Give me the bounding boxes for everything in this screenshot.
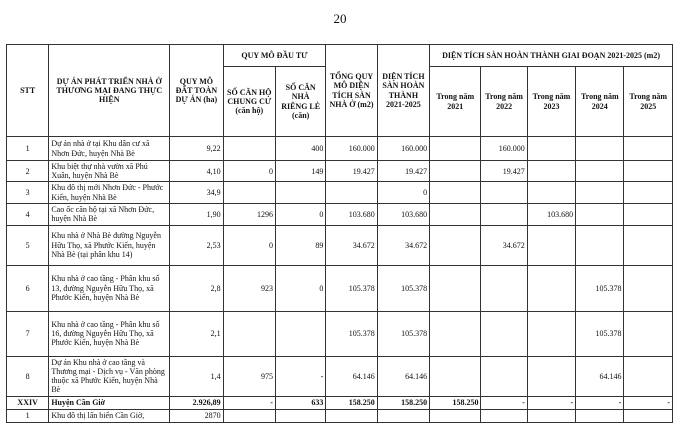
cell-houses: 89 (275, 225, 325, 265)
cell-stt: 1 (7, 137, 49, 161)
cell-project-name: Khu đô thị mới Nhơn Đức - Phước Kiển, huyện Nhà Bè (49, 182, 170, 203)
cell-apartments: 0 (223, 225, 275, 265)
cell-value-2022 (481, 203, 527, 225)
cell-value-2022 (481, 356, 527, 396)
cell-land-area: 2,1 (170, 311, 223, 356)
cell-total-floor (326, 182, 377, 203)
cell-value-2021 (430, 265, 481, 311)
cell-value-2022 (481, 182, 527, 203)
cell-value-2024 (576, 225, 624, 265)
cell-houses: 0 (275, 265, 325, 311)
cell-houses: 0 (275, 203, 325, 225)
cell-land-area: 2,53 (170, 225, 223, 265)
cell-value-2023 (527, 161, 575, 182)
table-row (7, 409, 673, 422)
cell-value-2025 (624, 356, 673, 396)
cell-land-area: 2.926,89 (170, 396, 223, 409)
cell-value-2025: - (624, 396, 673, 409)
housing-projects-table (6, 44, 673, 423)
cell-value-2021 (430, 225, 481, 265)
cell-value-2021 (430, 311, 481, 356)
cell-value-2023 (527, 225, 575, 265)
cell-value-2025 (624, 265, 673, 311)
header-apartments: SỐ CĂN HỘ CHUNG CƯ (căn hộ) (223, 67, 275, 137)
cell-value-2024: - (576, 396, 624, 409)
cell-value-2025 (624, 311, 673, 356)
cell-land-area: 4,10 (170, 161, 223, 182)
cell-value-2024: 64.146 (576, 356, 624, 396)
cell-completed-floor: 158.250 (377, 396, 429, 409)
header-houses: SỐ CĂN NHÀ RIÊNG LẺ (căn) (275, 67, 325, 137)
header-2023: Trong năm 2023 (527, 67, 575, 137)
cell-value-2022 (481, 409, 527, 422)
cell-value-2024: 105.378 (576, 311, 624, 356)
cell-completed-floor: 160.000 (377, 137, 429, 161)
table-row (7, 396, 673, 409)
cell-apartments (223, 311, 275, 356)
page-number: 20 (333, 11, 347, 26)
cell-houses: 633 (275, 396, 325, 409)
cell-value-2021 (430, 409, 481, 422)
cell-value-2022: 34.672 (481, 225, 527, 265)
cell-stt: XXIV (7, 396, 49, 409)
cell-value-2022: 19.427 (481, 161, 527, 182)
cell-completed-floor: 64.146 (377, 356, 429, 396)
cell-value-2023 (527, 265, 575, 311)
cell-land-area: 2870 (170, 409, 223, 422)
cell-project-name: Khu nhà ở cao tầng - Phân khu số 16, đường Nguyễn Hữu Thọ, xã Phước Kiển, huyện Nhà Bè (49, 311, 170, 356)
header-total-floor: TỔNG QUY MÔ DIỆN TÍCH SÀN NHÀ Ở (m2) (326, 45, 377, 137)
header-phase-floor: DIỆN TÍCH SÀN HOÀN THÀNH GIAI ĐOẠN 2021-2025 (m2) (430, 45, 673, 67)
cell-apartments (223, 182, 275, 203)
cell-value-2021 (430, 161, 481, 182)
table-row (7, 137, 673, 161)
header-stt: STT (7, 45, 49, 137)
cell-stt: 6 (7, 265, 49, 311)
cell-stt: 8 (7, 356, 49, 396)
cell-value-2021 (430, 137, 481, 161)
cell-value-2024 (576, 182, 624, 203)
cell-stt: 7 (7, 311, 49, 356)
header-completed-floor: DIỆN TÍCH SÀN HOÀN THÀNH 2021-2025 (377, 45, 429, 137)
cell-project-name: Cao ốc căn hộ tại xã Nhơn Đức, huyện Nhà Bè (49, 203, 170, 225)
cell-value-2025 (624, 161, 673, 182)
header-investment-scale: QUY MÔ ĐẦU TƯ (223, 45, 326, 67)
cell-land-area: 2,8 (170, 265, 223, 311)
table-row (7, 161, 673, 182)
header-2021: Trong năm 2021 (430, 67, 481, 137)
cell-value-2022: 160.000 (481, 137, 527, 161)
cell-value-2022 (481, 265, 527, 311)
cell-total-floor (326, 409, 377, 422)
table-row (7, 182, 673, 203)
cell-completed-floor: 105.378 (377, 265, 429, 311)
cell-value-2025 (624, 203, 673, 225)
cell-project-name: Khu đô thị lấn biển Cần Giờ, (49, 409, 170, 422)
cell-apartments: 1296 (223, 203, 275, 225)
table-row (7, 265, 673, 311)
cell-total-floor: 64.146 (326, 356, 377, 396)
cell-completed-floor: 34.672 (377, 225, 429, 265)
table-row (7, 225, 673, 265)
cell-value-2024 (576, 137, 624, 161)
cell-land-area: 1,4 (170, 356, 223, 396)
cell-value-2023 (527, 311, 575, 356)
cell-value-2024: 105.378 (576, 265, 624, 311)
cell-total-floor: 105.378 (326, 311, 377, 356)
cell-houses: 149 (275, 161, 325, 182)
cell-value-2021: 158.250 (430, 396, 481, 409)
cell-houses: - (275, 356, 325, 396)
cell-completed-floor: 19.427 (377, 161, 429, 182)
cell-total-floor: 158.250 (326, 396, 377, 409)
cell-houses (275, 311, 325, 356)
cell-total-floor: 105.378 (326, 265, 377, 311)
cell-apartments (223, 137, 275, 161)
cell-completed-floor: 105.378 (377, 311, 429, 356)
cell-value-2023 (527, 137, 575, 161)
cell-total-floor: 103.680 (326, 203, 377, 225)
cell-houses (275, 409, 325, 422)
cell-houses (275, 182, 325, 203)
cell-value-2023: 103.680 (527, 203, 575, 225)
cell-apartments: 923 (223, 265, 275, 311)
cell-total-floor: 34.672 (326, 225, 377, 265)
cell-value-2021 (430, 203, 481, 225)
cell-total-floor: 19.427 (326, 161, 377, 182)
cell-houses: 400 (275, 137, 325, 161)
cell-land-area: 1,90 (170, 203, 223, 225)
table-row (7, 203, 673, 225)
cell-value-2022 (481, 311, 527, 356)
cell-total-floor: 160.000 (326, 137, 377, 161)
header-2025: Trong năm 2025 (624, 67, 673, 137)
cell-stt: 2 (7, 161, 49, 182)
cell-project-name: Huyện Cần Giờ (49, 396, 170, 409)
cell-completed-floor: 0 (377, 182, 429, 203)
cell-apartments: - (223, 396, 275, 409)
cell-value-2023 (527, 356, 575, 396)
cell-completed-floor: 103.680 (377, 203, 429, 225)
cell-value-2021 (430, 356, 481, 396)
cell-value-2024 (576, 409, 624, 422)
header-land-area: QUY MÔ ĐẤT TOÀN DỰ ÁN (ha) (170, 45, 223, 137)
cell-completed-floor (377, 409, 429, 422)
cell-land-area: 34,9 (170, 182, 223, 203)
cell-land-area: 9,22 (170, 137, 223, 161)
cell-value-2023 (527, 182, 575, 203)
cell-stt: 1 (7, 409, 49, 422)
header-2022: Trong năm 2022 (481, 67, 527, 137)
cell-project-name: Dự án nhà ở tại Khu dân cư xã Nhơn Đức, huyện Nhà Bè (49, 137, 170, 161)
cell-project-name: Khu biệt thự nhà vườn xã Phú Xuân, huyện Nhà Bè (49, 161, 170, 182)
table-row (7, 356, 673, 396)
cell-apartments: 975 (223, 356, 275, 396)
cell-stt: 4 (7, 203, 49, 225)
cell-value-2025 (624, 409, 673, 422)
table-row (7, 311, 673, 356)
cell-value-2025 (624, 182, 673, 203)
cell-apartments (223, 409, 275, 422)
cell-value-2025 (624, 137, 673, 161)
cell-apartments: 0 (223, 161, 275, 182)
cell-value-2023 (527, 409, 575, 422)
cell-project-name: Dự án Khu nhà ở cao tầng và Thương mại - Dịch vụ - Văn phòng thuộc xã Phước Kiển, huyện Nhà Bè (49, 356, 170, 396)
cell-stt: 3 (7, 182, 49, 203)
cell-value-2024 (576, 161, 624, 182)
cell-value-2024 (576, 203, 624, 225)
cell-value-2023: - (527, 396, 575, 409)
cell-value-2022: - (481, 396, 527, 409)
cell-stt: 5 (7, 225, 49, 265)
header-project: DỰ ÁN PHÁT TRIỂN NHÀ Ở THƯƠNG MẠI ĐANG THỰC HIỆN (49, 45, 170, 137)
header-2024: Trong năm 2024 (576, 67, 624, 137)
cell-project-name: Khu nhà ở cao tầng - Phân khu số 13, đường Nguyễn Hữu Thọ, xã Phước Kiển, huyện Nhà Bè (49, 265, 170, 311)
cell-project-name: Khu nhà ở Nhà Bè đường Nguyễn Hữu Thọ, xã Phước Kiển, huyện Nhà Bè (tại phân khu 14) (49, 225, 170, 265)
cell-value-2021 (430, 182, 481, 203)
cell-value-2025 (624, 225, 673, 265)
